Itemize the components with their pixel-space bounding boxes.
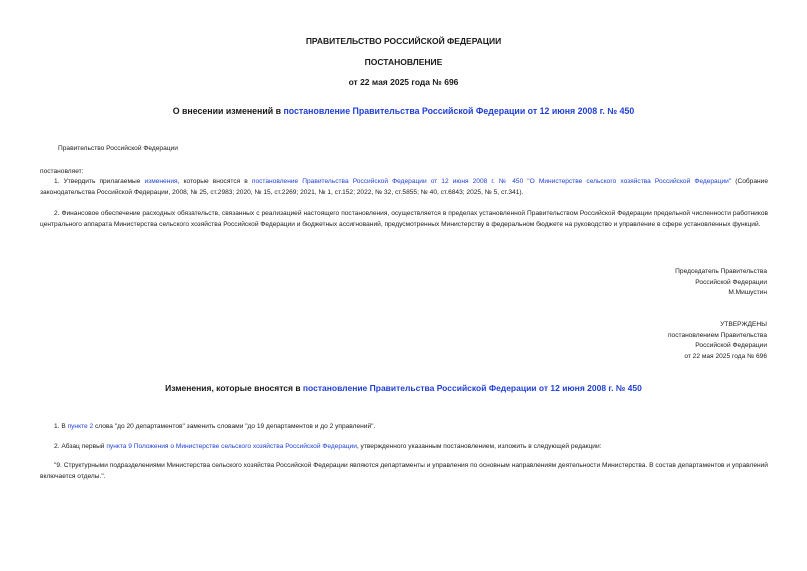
change-2-end: , утвержденного указанным постановлением, изложить в следующей редакции: (356, 443, 602, 450)
paragraph-1-end: (Собрание законодательства Российской Федерации, 2008, № 25, ст.2983; 2020, № 15, ст.2269; 2021, № 1, ст.152; 2022, № 32, ст.5855; № 40, ст.6843; 2025, № 5, ст.341). (40, 178, 768, 196)
approved-date: от 22 мая 2025 года № 696 (684, 352, 767, 360)
paragraph-1-middle: , которые вносятся в (177, 178, 252, 185)
document-date-number: от 22 мая 2025 года № 696 (348, 77, 459, 87)
signature-name: М.Мишустин (728, 289, 767, 297)
point-2-link[interactable]: пункте 2 (67, 423, 94, 430)
document-type: ПОСТАНОВЛЕНИЕ (364, 57, 443, 67)
changes-link[interactable]: изменения (144, 178, 178, 185)
change-1-end: слова "до 20 департаментов" заменить словами "до 19 департаментов и до 2 управлений". (93, 423, 376, 430)
point-9-link[interactable]: пункта 9 Положения о Министерстве сельского хозяйства Российской Федерации (106, 443, 357, 450)
resolution-450-link[interactable]: постановление Правительства Российской Федерации от 12 июня 2008 г. № 450 "О Министерстве сельского хозяйства Российской Федерации" (251, 178, 732, 185)
signature-position: Председатель Правительства (675, 268, 767, 275)
changes-title-link[interactable]: постановление Правительства Российской Федерации от 12 июня 2008 г. № 450 (302, 383, 642, 393)
government-heading: ПРАВИТЕЛЬСТВО РОССИЙСКОЙ ФЕДЕРАЦИИ (305, 36, 502, 46)
signature-country: Российской Федерации (695, 278, 767, 286)
approved-block (668, 320, 767, 362)
paragraph-2: 2. Финансовое обеспечение расходных обязательств, связанных с реализацией настоящего постановления, осуществляется в пределах установленной Правительством Российской Федерации предельной численности работников центрального аппарата Министерства сельского хозяйства Российской Федерации и бюджетных ассигнований, предусмотренных Министерству в федеральном бюджете на руководство и управление в сфере установленных функций. (40, 210, 768, 228)
changes-title (0, 383, 807, 393)
change-item-1 (54, 422, 375, 433)
paragraph-1 (40, 177, 768, 199)
approved-by: постановлением Правительства (667, 331, 767, 339)
approved-label: УТВЕРЖДЕНЫ (720, 321, 767, 328)
approved-country: Российской Федерации (695, 342, 767, 350)
issuer-text: Правительство Российской Федерации (58, 145, 178, 152)
signature-block (675, 267, 767, 299)
title-prefix: О внесении изменений в (172, 106, 284, 116)
document-title (0, 106, 807, 116)
paragraph-1-start: 1. Утвердить прилагаемые (54, 178, 145, 185)
change-item-3: "9. Структурными подразделениями Министерства сельского хозяйства Российской Федерации являются департаменты и управления по основным направлениям деятельности Министерства. В состав департаментов и управлений включается отделы.". (40, 462, 768, 480)
changes-title-prefix: Изменения, которые вносятся в (165, 383, 303, 393)
change-item-2 (54, 442, 602, 453)
change-1-start: 1. В (54, 423, 68, 430)
change-2-start: 2. Абзац первый (54, 443, 107, 450)
title-link[interactable]: постановление Правительства Российской Федерации от 12 июня 2008 г. № 450 (283, 106, 635, 116)
resolves-text: постановляет: (40, 168, 84, 175)
